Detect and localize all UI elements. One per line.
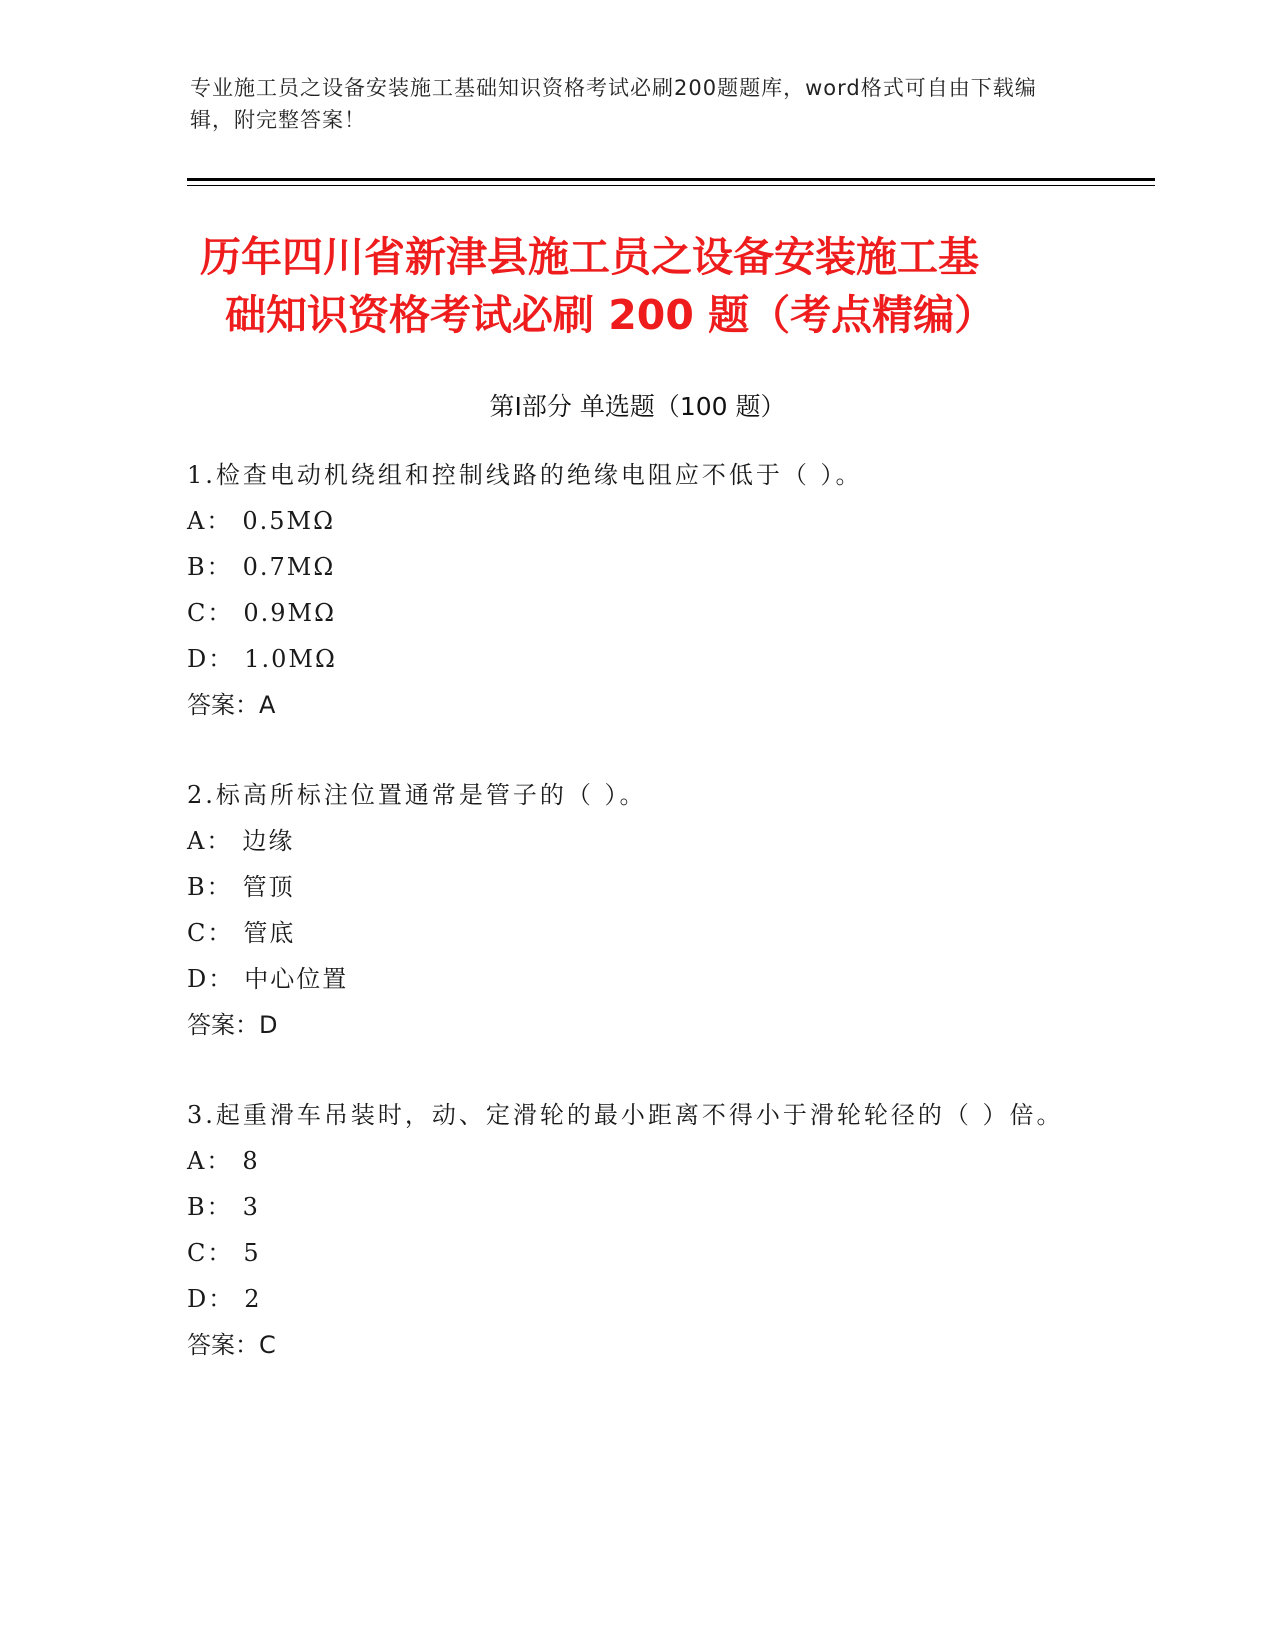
option-value: 1.0MΩ	[244, 645, 337, 673]
option-label: C：	[187, 599, 234, 627]
option-value: 3	[242, 1193, 260, 1221]
option-b	[187, 864, 1087, 910]
document-title-line2: 础知识资格考试必刷 200 题（考点精编）	[225, 291, 996, 339]
question-text: 2.标高所标注位置通常是管子的（ ）。	[187, 781, 647, 809]
option-a	[187, 1138, 1067, 1184]
option-value: 0.7MΩ	[242, 553, 336, 581]
option-value: 2	[244, 1285, 262, 1313]
option-label: B：	[187, 553, 233, 581]
option-label: D：	[187, 645, 235, 673]
question-block	[187, 772, 1087, 1048]
question-text: 1.检查电动机绕组和控制线路的绝缘电阻应不低于（ ）。	[187, 461, 863, 489]
header-rule-thin	[187, 185, 1155, 186]
option-c	[187, 590, 1087, 636]
option-value: 0.5MΩ	[242, 507, 335, 535]
option-a	[187, 498, 1087, 544]
option-label: B：	[187, 1193, 233, 1221]
option-b	[187, 544, 1087, 590]
option-label: A：	[187, 1147, 233, 1175]
option-d	[187, 1276, 1067, 1322]
answer-line: 答案：D	[187, 1011, 278, 1039]
option-d	[187, 956, 1087, 1002]
option-label: D：	[187, 1285, 235, 1313]
option-label: B：	[187, 873, 233, 901]
section-title: 第Ⅰ部分 单选题（100 题）	[489, 392, 786, 421]
option-label: D：	[187, 965, 235, 993]
option-label: C：	[187, 919, 234, 947]
option-value: 管顶	[242, 873, 295, 901]
option-c	[187, 1230, 1067, 1276]
option-value: 0.9MΩ	[243, 599, 337, 627]
answer-line: 答案：C	[187, 1331, 276, 1359]
header-rule-thick	[187, 178, 1155, 181]
option-value: 管底	[243, 919, 296, 947]
question-text: 3.起重滑车吊装时，动、定滑轮的最小距离不得小于滑轮轮径的（ ）倍。	[187, 1101, 1064, 1129]
option-value: 5	[243, 1239, 261, 1267]
question-block	[187, 1092, 1067, 1368]
option-value: 边缘	[242, 827, 295, 855]
option-label: A：	[187, 827, 233, 855]
option-value: 8	[242, 1147, 260, 1175]
option-label: C：	[187, 1239, 234, 1267]
question-block	[187, 452, 1087, 728]
option-d	[187, 636, 1087, 682]
option-b	[187, 1184, 1067, 1230]
option-a	[187, 818, 1087, 864]
option-label: A：	[187, 507, 233, 535]
header-note: 专业施工员之设备安装施工基础知识资格考试必刷200题题库，word格式可自由下载编辑，附完整答案！	[190, 76, 1037, 132]
answer-line: 答案：A	[187, 691, 276, 719]
option-c	[187, 910, 1087, 956]
document-title-line1: 历年四川省新津县施工员之设备安装施工基	[200, 233, 979, 281]
document-title	[200, 228, 1100, 344]
option-value: 中心位置	[244, 965, 349, 993]
